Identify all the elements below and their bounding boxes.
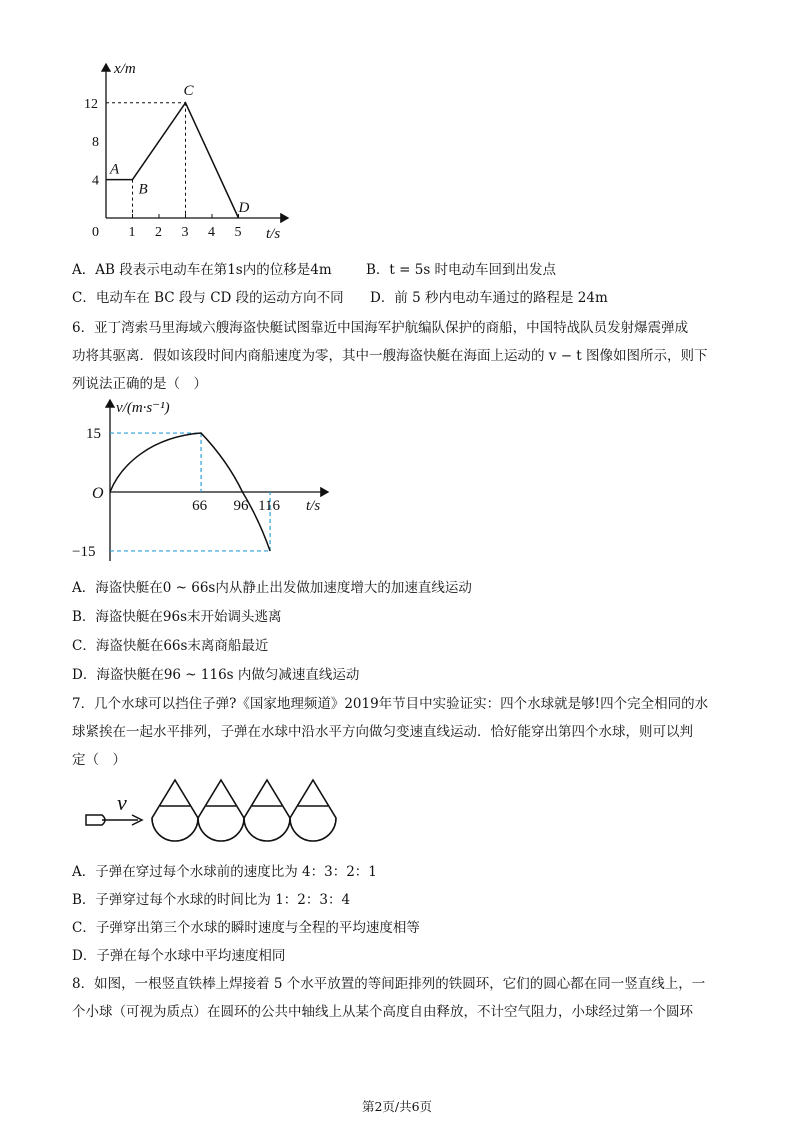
vt-t-tick-label: 66 xyxy=(192,498,208,514)
xt-x-tick-label: 0 xyxy=(92,225,99,240)
q6-stem-line-2: 功将其驱离．假如该段时间内商船速度为零，其中一艘海盗快艇在海面上运动的 v − t 图像如图所示，则下 xyxy=(72,348,708,364)
water-ball-2 xyxy=(198,780,244,841)
q6-option-c: C．海盗快艇在66s末离商船最近 xyxy=(72,638,269,654)
q8-stem-line-1: 8．如图，一根竖直铁棒上焊接着 5 个水平放置的等间距排列的铁圆环，它们的圆心都在同一竖直线上，一 xyxy=(72,976,706,992)
page-footer: 第2页/共6页 xyxy=(361,1099,433,1114)
water-ball-figure xyxy=(80,776,340,848)
q7-stem-line-2: 球紧挨在一起水平排列，子弹在水球中沿水平方向做匀变速直线运动．恰好能穿出第四个水球，则可以判 xyxy=(72,724,693,740)
vt-t-tick-label: 96 xyxy=(233,498,249,514)
vt-v-axis-label: v/(m·s⁻¹) xyxy=(116,400,170,416)
water-ball-1 xyxy=(152,780,198,841)
xt-x-tick-label: 3 xyxy=(181,225,189,240)
q7-stem-line-1: 7．几个水球可以挡住子弹?《国家地理频道》2019年节目中实验证实：四个水球就是够!四个完全相同的水 xyxy=(72,696,709,712)
xt-x-tick-label: 1 xyxy=(128,225,136,240)
vt-t-axis-label: t/s xyxy=(306,498,321,514)
vt-graph xyxy=(70,396,340,566)
q7-option-d: D．子弹在每个水球中平均速度相同 xyxy=(72,948,286,964)
q6-stem-line-1: 6．亚丁湾索马里海域六艘海盗快艇试图靠近中国海军护航编队保护的商船，中国特战队员发射爆震弹成 xyxy=(72,320,689,336)
xt-x-axis-label: t/s xyxy=(266,226,281,242)
q5-option-b: B．t = 5s 时电动车回到出发点 xyxy=(366,262,557,278)
vt-origin-label: O xyxy=(92,485,104,502)
xt-y-tick-label: 8 xyxy=(92,135,99,151)
q6-option-a: A．海盗快艇在0 ~ 66s内从静止出发做加速度增大的加速直线运动 xyxy=(72,580,472,596)
q6-option-b: B．海盗快艇在96s末开始调头逃离 xyxy=(72,609,282,625)
q7-option-a: A．子弹在穿过每个水球前的速度比为 4：3：2：1 xyxy=(72,864,377,880)
xt-point-label-d: D xyxy=(238,200,250,216)
xt-y-tick-label: 12 xyxy=(84,96,98,112)
q8-stem-line-2: 个小球（可视为质点）在圆环的公共中轴线上从某个高度自由释放，不计空气阻力，小球经过第一个圆环 xyxy=(72,1004,693,1020)
water-ball-4 xyxy=(290,780,336,841)
q6-stem-line-3: 列说法正确的是（ ） xyxy=(72,376,207,392)
xt-x-tick-label: 5 xyxy=(234,225,242,240)
xt-point-label-c: C xyxy=(183,82,194,99)
q5-option-a: A．AB 段表示电动车在第1s内的位移是4m xyxy=(72,262,332,278)
xt-y-tick-label: 4 xyxy=(92,173,99,189)
water-ball-3 xyxy=(244,780,290,841)
xt-graph xyxy=(80,58,300,248)
velocity-label: v xyxy=(117,790,127,815)
q7-stem-line-3: 定（ ） xyxy=(72,752,126,768)
xt-series-line xyxy=(106,103,239,218)
xt-point-label-a: A xyxy=(110,161,120,178)
xt-y-axis-label: x/m xyxy=(114,61,136,77)
vt-v-tick-label: −15 xyxy=(72,543,96,560)
q5-option-d: D．前 5 秒内电动车通过的路程是 24m xyxy=(370,290,608,306)
xt-point-label-b: B xyxy=(138,181,148,198)
vt-v-tick-label: 15 xyxy=(86,426,101,443)
q6-option-d: D．海盗快艇在96 ~ 116s 内做匀减速直线运动 xyxy=(72,667,360,683)
q5-option-c: C．电动车在 BC 段与 CD 段的运动方向不同 xyxy=(72,290,344,306)
xt-x-tick-label: 2 xyxy=(155,225,162,240)
q7-option-c: C．子弹穿出第三个水球的瞬时速度与全程的平均速度相等 xyxy=(72,920,420,936)
vt-t-tick-label: 116 xyxy=(258,498,281,514)
xt-x-tick-label: 4 xyxy=(208,225,215,240)
q7-option-b: B．子弹穿过每个水球的时间比为 1：2：3：4 xyxy=(72,892,351,908)
